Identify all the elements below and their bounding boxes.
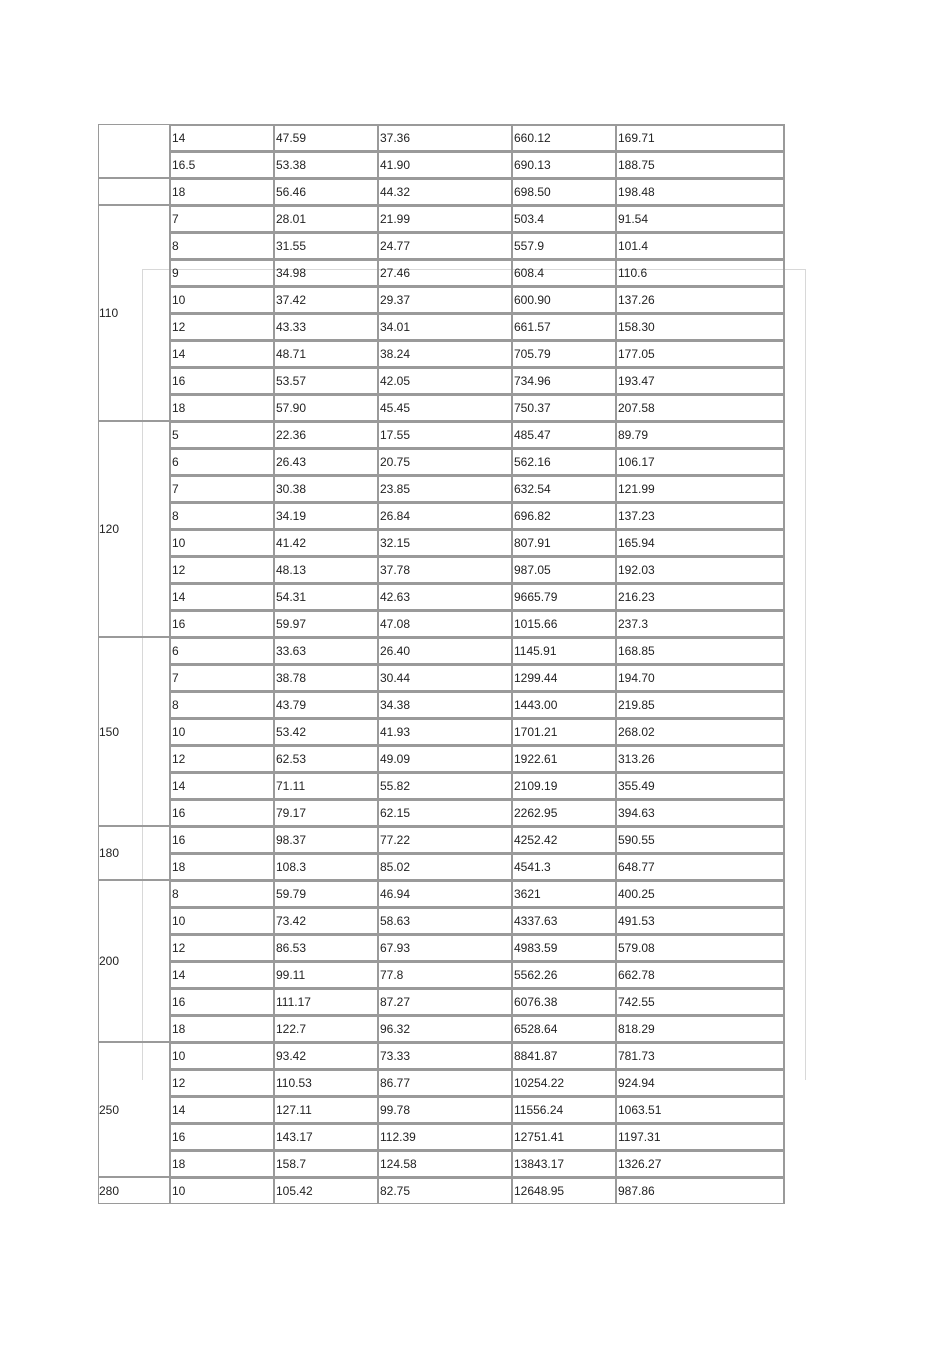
table-cell-col-5: 924.94 xyxy=(616,1069,785,1096)
table-cell-col-5: 137.26 xyxy=(616,286,785,313)
table-row xyxy=(98,1177,785,1204)
table-cell-col-4: 12751.41 xyxy=(512,1123,616,1150)
table-cell-col-2: 143.17 xyxy=(274,1123,378,1150)
table-cell-col-4: 485.47 xyxy=(512,421,616,448)
table-cell-col-4: 608.4 xyxy=(512,259,616,286)
table-cell-col-5: 168.85 xyxy=(616,637,785,664)
group-size-cell: 250 xyxy=(98,1042,170,1177)
group-size-cell: 180 xyxy=(98,826,170,880)
table-row xyxy=(98,1123,785,1150)
table-row xyxy=(98,745,785,772)
table-cell-col-2: 53.38 xyxy=(274,151,378,178)
table-cell-col-1: 7 xyxy=(170,205,274,232)
table-cell-col-5: 781.73 xyxy=(616,1042,785,1069)
table-cell-col-3: 44.32 xyxy=(378,178,512,205)
table-cell-col-5: 1063.51 xyxy=(616,1096,785,1123)
table-cell-col-2: 48.71 xyxy=(274,340,378,367)
table-cell-col-5: 579.08 xyxy=(616,934,785,961)
table-cell-col-1: 18 xyxy=(170,1015,274,1042)
table-cell-col-4: 1015.66 xyxy=(512,610,616,637)
table-cell-col-1: 6 xyxy=(170,448,274,475)
table-cell-col-3: 26.40 xyxy=(378,637,512,664)
table-cell-col-2: 53.42 xyxy=(274,718,378,745)
table-cell-col-5: 1197.31 xyxy=(616,1123,785,1150)
table-cell-col-1: 10 xyxy=(170,907,274,934)
table-cell-col-2: 30.38 xyxy=(274,475,378,502)
table-row xyxy=(98,826,785,853)
table-cell-col-1: 14 xyxy=(170,124,274,151)
table-cell-col-4: 696.82 xyxy=(512,502,616,529)
group-size-cell: 200 xyxy=(98,880,170,1042)
table-cell-col-1: 12 xyxy=(170,934,274,961)
table-cell-col-5: 193.47 xyxy=(616,367,785,394)
table-cell-col-3: 73.33 xyxy=(378,1042,512,1069)
table-cell-col-3: 47.08 xyxy=(378,610,512,637)
group-size-cell xyxy=(98,124,170,178)
group-size-cell xyxy=(98,178,170,205)
table-row xyxy=(98,313,785,340)
table-cell-col-4: 6076.38 xyxy=(512,988,616,1015)
table-cell-col-4: 562.16 xyxy=(512,448,616,475)
table-cell-col-2: 86.53 xyxy=(274,934,378,961)
table-cell-col-5: 219.85 xyxy=(616,691,785,718)
table-cell-col-3: 30.44 xyxy=(378,664,512,691)
table-cell-col-5: 268.02 xyxy=(616,718,785,745)
table-cell-col-2: 62.53 xyxy=(274,745,378,772)
table-cell-col-2: 79.17 xyxy=(274,799,378,826)
table-cell-col-5: 662.78 xyxy=(616,961,785,988)
table-cell-col-3: 24.77 xyxy=(378,232,512,259)
table-cell-col-4: 13843.17 xyxy=(512,1150,616,1177)
table-cell-col-4: 3621 xyxy=(512,880,616,907)
table-cell-col-5: 169.71 xyxy=(616,124,785,151)
table-cell-col-4: 2109.19 xyxy=(512,772,616,799)
table-cell-col-3: 45.45 xyxy=(378,394,512,421)
table-cell-col-2: 59.79 xyxy=(274,880,378,907)
table-cell-col-5: 177.05 xyxy=(616,340,785,367)
table-cell-col-2: 93.42 xyxy=(274,1042,378,1069)
table-row xyxy=(98,799,785,826)
table-cell-col-5: 192.03 xyxy=(616,556,785,583)
table-row xyxy=(98,124,785,151)
table-cell-col-1: 16 xyxy=(170,988,274,1015)
table-cell-col-1: 14 xyxy=(170,583,274,610)
table-cell-col-3: 41.93 xyxy=(378,718,512,745)
table-cell-col-1: 16 xyxy=(170,610,274,637)
table-cell-col-5: 394.63 xyxy=(616,799,785,826)
table-cell-col-4: 4337.63 xyxy=(512,907,616,934)
table-cell-col-4: 698.50 xyxy=(512,178,616,205)
table-row xyxy=(98,691,785,718)
table-cell-col-3: 27.46 xyxy=(378,259,512,286)
table-cell-col-5: 590.55 xyxy=(616,826,785,853)
table-cell-col-3: 21.99 xyxy=(378,205,512,232)
table-cell-col-1: 12 xyxy=(170,556,274,583)
table-cell-col-3: 112.39 xyxy=(378,1123,512,1150)
table-cell-col-1: 18 xyxy=(170,178,274,205)
table-cell-col-3: 38.24 xyxy=(378,340,512,367)
table-cell-col-5: 313.26 xyxy=(616,745,785,772)
table-cell-col-3: 34.01 xyxy=(378,313,512,340)
table-cell-col-3: 99.78 xyxy=(378,1096,512,1123)
group-size-cell: 120 xyxy=(98,421,170,637)
table-cell-col-3: 37.78 xyxy=(378,556,512,583)
table-cell-col-1: 12 xyxy=(170,313,274,340)
table-row xyxy=(98,1096,785,1123)
table-cell-col-3: 67.93 xyxy=(378,934,512,961)
table-cell-col-5: 101.4 xyxy=(616,232,785,259)
table-cell-col-3: 49.09 xyxy=(378,745,512,772)
table-cell-col-4: 750.37 xyxy=(512,394,616,421)
table-cell-col-4: 600.90 xyxy=(512,286,616,313)
table-cell-col-3: 62.15 xyxy=(378,799,512,826)
table-cell-col-1: 7 xyxy=(170,664,274,691)
table-cell-col-2: 111.17 xyxy=(274,988,378,1015)
table-cell-col-3: 37.36 xyxy=(378,124,512,151)
table-cell-col-1: 14 xyxy=(170,961,274,988)
table-cell-col-5: 89.79 xyxy=(616,421,785,448)
table-cell-col-5: 742.55 xyxy=(616,988,785,1015)
table-cell-col-2: 110.53 xyxy=(274,1069,378,1096)
table-cell-col-1: 12 xyxy=(170,1069,274,1096)
table-cell-col-3: 82.75 xyxy=(378,1177,512,1204)
table-cell-col-1: 18 xyxy=(170,853,274,880)
table-row xyxy=(98,637,785,664)
table-row xyxy=(98,907,785,934)
table-cell-col-5: 648.77 xyxy=(616,853,785,880)
table-cell-col-3: 77.22 xyxy=(378,826,512,853)
table-row xyxy=(98,529,785,556)
table-row xyxy=(98,421,785,448)
table-cell-col-4: 10254.22 xyxy=(512,1069,616,1096)
table-cell-col-2: 57.90 xyxy=(274,394,378,421)
table-cell-col-2: 122.7 xyxy=(274,1015,378,1042)
table-cell-col-2: 158.7 xyxy=(274,1150,378,1177)
table-cell-col-5: 158.30 xyxy=(616,313,785,340)
table-cell-col-5: 818.29 xyxy=(616,1015,785,1042)
table-row xyxy=(98,367,785,394)
table-cell-col-4: 1443.00 xyxy=(512,691,616,718)
table-cell-col-2: 53.57 xyxy=(274,367,378,394)
table-cell-col-1: 14 xyxy=(170,1096,274,1123)
table-cell-col-5: 188.75 xyxy=(616,151,785,178)
table-cell-col-4: 5562.26 xyxy=(512,961,616,988)
table-cell-col-4: 503.4 xyxy=(512,205,616,232)
table-cell-col-2: 98.37 xyxy=(274,826,378,853)
table-cell-col-3: 124.58 xyxy=(378,1150,512,1177)
table-cell-col-5: 491.53 xyxy=(616,907,785,934)
table-cell-col-4: 660.12 xyxy=(512,124,616,151)
group-size-cell: 110 xyxy=(98,205,170,421)
table-cell-col-1: 8 xyxy=(170,232,274,259)
spec-table-body xyxy=(98,124,785,1204)
table-cell-col-5: 237.3 xyxy=(616,610,785,637)
table-row xyxy=(98,259,785,286)
table-cell-col-1: 8 xyxy=(170,502,274,529)
table-cell-col-4: 1145.91 xyxy=(512,637,616,664)
table-row xyxy=(98,556,785,583)
table-cell-col-2: 56.46 xyxy=(274,178,378,205)
group-size-cell: 280 xyxy=(98,1177,170,1204)
table-cell-col-2: 73.42 xyxy=(274,907,378,934)
table-cell-col-2: 26.43 xyxy=(274,448,378,475)
table-cell-col-3: 85.02 xyxy=(378,853,512,880)
table-cell-col-1: 14 xyxy=(170,772,274,799)
table-cell-col-1: 10 xyxy=(170,529,274,556)
table-cell-col-3: 87.27 xyxy=(378,988,512,1015)
table-cell-col-4: 8841.87 xyxy=(512,1042,616,1069)
table-cell-col-5: 355.49 xyxy=(616,772,785,799)
table-cell-col-2: 105.42 xyxy=(274,1177,378,1204)
table-row xyxy=(98,772,785,799)
table-cell-col-1: 10 xyxy=(170,286,274,313)
table-cell-col-1: 16.5 xyxy=(170,151,274,178)
table-cell-col-4: 4252.42 xyxy=(512,826,616,853)
table-row xyxy=(98,178,785,205)
table-cell-col-3: 42.63 xyxy=(378,583,512,610)
table-cell-col-4: 734.96 xyxy=(512,367,616,394)
table-row xyxy=(98,232,785,259)
table-cell-col-4: 557.9 xyxy=(512,232,616,259)
table-cell-col-4: 11556.24 xyxy=(512,1096,616,1123)
table-cell-col-1: 18 xyxy=(170,394,274,421)
table-cell-col-2: 22.36 xyxy=(274,421,378,448)
table-cell-col-2: 47.59 xyxy=(274,124,378,151)
table-cell-col-1: 6 xyxy=(170,637,274,664)
table-cell-col-5: 106.17 xyxy=(616,448,785,475)
table-row xyxy=(98,286,785,313)
table-cell-col-5: 987.86 xyxy=(616,1177,785,1204)
table-cell-col-1: 7 xyxy=(170,475,274,502)
table-row xyxy=(98,664,785,691)
table-cell-col-3: 29.37 xyxy=(378,286,512,313)
table-cell-col-4: 1299.44 xyxy=(512,664,616,691)
table-cell-col-5: 194.70 xyxy=(616,664,785,691)
group-size-cell: 150 xyxy=(98,637,170,826)
table-cell-col-4: 1922.61 xyxy=(512,745,616,772)
table-row xyxy=(98,610,785,637)
table-cell-col-4: 4541.3 xyxy=(512,853,616,880)
table-cell-col-5: 110.6 xyxy=(616,259,785,286)
table-cell-col-5: 400.25 xyxy=(616,880,785,907)
table-cell-col-3: 17.55 xyxy=(378,421,512,448)
table-cell-col-3: 46.94 xyxy=(378,880,512,907)
table-row xyxy=(98,340,785,367)
table-cell-col-1: 5 xyxy=(170,421,274,448)
table-cell-col-3: 26.84 xyxy=(378,502,512,529)
table-row xyxy=(98,853,785,880)
steel-angle-spec-table xyxy=(98,124,785,1204)
table-row xyxy=(98,1069,785,1096)
table-cell-col-4: 6528.64 xyxy=(512,1015,616,1042)
table-cell-col-2: 31.55 xyxy=(274,232,378,259)
table-cell-col-2: 54.31 xyxy=(274,583,378,610)
table-cell-col-5: 91.54 xyxy=(616,205,785,232)
table-cell-col-4: 2262.95 xyxy=(512,799,616,826)
table-cell-col-2: 34.98 xyxy=(274,259,378,286)
table-row xyxy=(98,151,785,178)
table-cell-col-1: 9 xyxy=(170,259,274,286)
table-cell-col-1: 10 xyxy=(170,1177,274,1204)
table-cell-col-2: 108.3 xyxy=(274,853,378,880)
table-cell-col-4: 987.05 xyxy=(512,556,616,583)
table-row xyxy=(98,1150,785,1177)
table-cell-col-3: 86.77 xyxy=(378,1069,512,1096)
table-cell-col-4: 12648.95 xyxy=(512,1177,616,1204)
table-cell-col-2: 43.79 xyxy=(274,691,378,718)
table-cell-col-4: 632.54 xyxy=(512,475,616,502)
table-cell-col-5: 207.58 xyxy=(616,394,785,421)
table-cell-col-5: 198.48 xyxy=(616,178,785,205)
table-cell-col-3: 20.75 xyxy=(378,448,512,475)
table-cell-col-2: 37.42 xyxy=(274,286,378,313)
table-row xyxy=(98,475,785,502)
table-cell-col-4: 690.13 xyxy=(512,151,616,178)
table-cell-col-1: 18 xyxy=(170,1150,274,1177)
table-cell-col-4: 807.91 xyxy=(512,529,616,556)
table-cell-col-2: 33.63 xyxy=(274,637,378,664)
table-cell-col-2: 28.01 xyxy=(274,205,378,232)
table-row xyxy=(98,880,785,907)
table-cell-col-4: 9665.79 xyxy=(512,583,616,610)
table-cell-col-1: 16 xyxy=(170,1123,274,1150)
table-cell-col-2: 34.19 xyxy=(274,502,378,529)
table-cell-col-5: 216.23 xyxy=(616,583,785,610)
table-cell-col-4: 661.57 xyxy=(512,313,616,340)
table-cell-col-3: 96.32 xyxy=(378,1015,512,1042)
table-row xyxy=(98,988,785,1015)
table-cell-col-3: 34.38 xyxy=(378,691,512,718)
table-cell-col-1: 8 xyxy=(170,691,274,718)
table-cell-col-3: 32.15 xyxy=(378,529,512,556)
table-row xyxy=(98,205,785,232)
table-cell-col-1: 12 xyxy=(170,745,274,772)
table-row xyxy=(98,1042,785,1069)
table-row xyxy=(98,1015,785,1042)
table-cell-col-2: 71.11 xyxy=(274,772,378,799)
table-cell-col-3: 42.05 xyxy=(378,367,512,394)
table-cell-col-2: 43.33 xyxy=(274,313,378,340)
table-cell-col-5: 121.99 xyxy=(616,475,785,502)
table-cell-col-4: 4983.59 xyxy=(512,934,616,961)
table-cell-col-1: 10 xyxy=(170,718,274,745)
table-cell-col-3: 58.63 xyxy=(378,907,512,934)
table-cell-col-2: 48.13 xyxy=(274,556,378,583)
table-cell-col-2: 99.11 xyxy=(274,961,378,988)
table-cell-col-1: 10 xyxy=(170,1042,274,1069)
table-cell-col-3: 77.8 xyxy=(378,961,512,988)
table-cell-col-5: 1326.27 xyxy=(616,1150,785,1177)
table-cell-col-2: 59.97 xyxy=(274,610,378,637)
table-row xyxy=(98,961,785,988)
table-cell-col-2: 127.11 xyxy=(274,1096,378,1123)
table-cell-col-1: 16 xyxy=(170,826,274,853)
table-cell-col-5: 165.94 xyxy=(616,529,785,556)
table-row xyxy=(98,502,785,529)
table-row xyxy=(98,718,785,745)
table-row xyxy=(98,394,785,421)
table-cell-col-2: 41.42 xyxy=(274,529,378,556)
table-cell-col-3: 41.90 xyxy=(378,151,512,178)
table-cell-col-3: 23.85 xyxy=(378,475,512,502)
table-cell-col-4: 1701.21 xyxy=(512,718,616,745)
table-cell-col-1: 14 xyxy=(170,340,274,367)
table-cell-col-1: 16 xyxy=(170,367,274,394)
table-cell-col-5: 137.23 xyxy=(616,502,785,529)
table-cell-col-3: 55.82 xyxy=(378,772,512,799)
table-cell-col-1: 16 xyxy=(170,799,274,826)
table-cell-col-1: 8 xyxy=(170,880,274,907)
table-cell-col-2: 38.78 xyxy=(274,664,378,691)
table-cell-col-4: 705.79 xyxy=(512,340,616,367)
table-row xyxy=(98,583,785,610)
table-row xyxy=(98,448,785,475)
table-row xyxy=(98,934,785,961)
